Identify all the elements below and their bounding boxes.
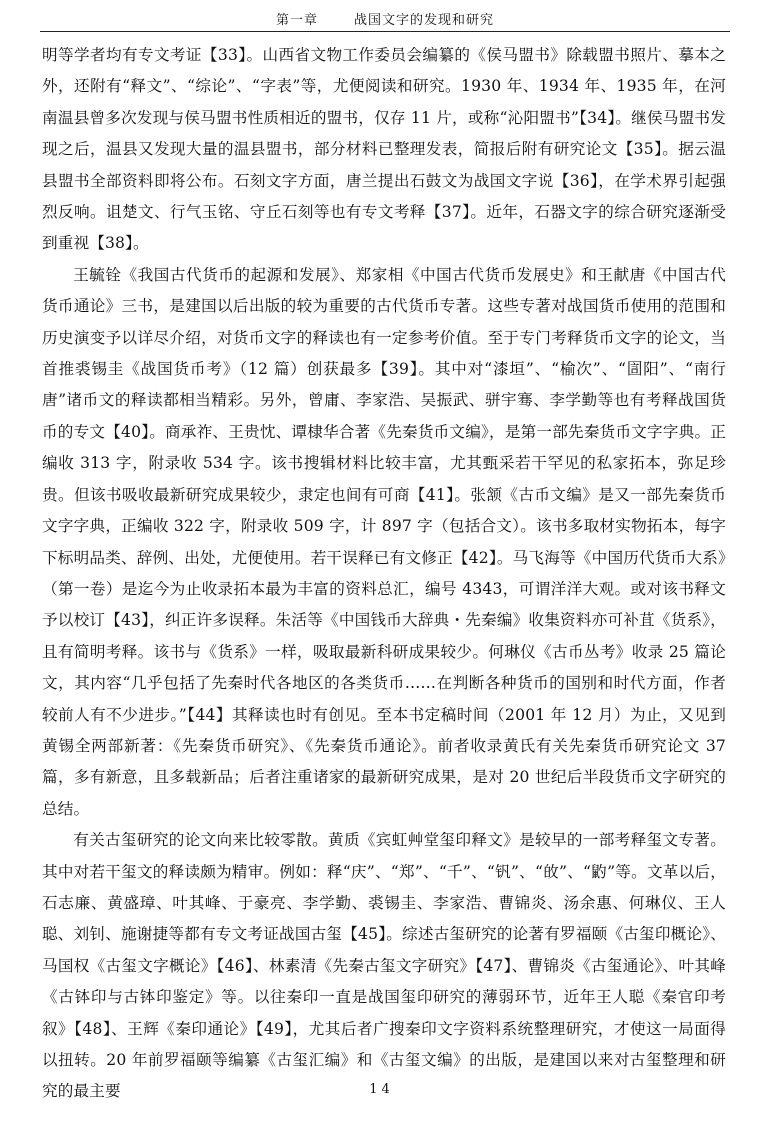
paragraph-currency: 王毓铨《我国古代货币的起源和发展》、郑家相《中国古代货币发展史》和王献唐《中国古代货币通论》三书，是建国以后出版的较为重要的古代货币专著。这些专著对战国货币使用的范围和历史演变予以详尽介绍，对货币文字的释读也有一定参考价值。至于专门考释货币文字的论文，当首推裘锡圭《战国货币考》（12 篇）创获最多【39】。其中对“漆垣”、“榆次”、“圁阳”、“南行唐”诸币文的释读都相当精彩。另外，曾庸、李家浩、吴振武、骈宇骞、李学勤等也有考释战国货币的专文【40】。商承祚、王贵忱、谭棣华合著《先秦货币文编》，是第一部先秦货币文字字典。正编收 313 字，附录收 534 字。该书搜辑材料比较丰富，尤其甄采若干罕见的私家拓本，弥足珍贵。但该书吸收最新研究成果较少，隶定也间有可商【41】。张颔《古币文编》是又一部先秦货币文字字典，正编收 322 字，附录收 509 字，计 897 字（包括合文）。该书多取材实物拓本，每字下标明品类、辞例、出处，尤便使用。若干误释已有文修正【42】。马飞海等《中国历代货币大系》（第一卷）是迄今为止收录拓本最为丰富的资料总汇，编号 4343，可谓洋洋大观。或对该书释文予以校订【43】，纠正许多误释。朱活等《中国钱币大辞典・先秦编》收集资料亦可补苴《货系》，且有简明考释。该书与《货系》一样，吸取最新科研成果较少。何琳仪《古币丛考》收录 25 篇论文，其内容“几乎包括了先秦时代各地区的各类货币……在判断各种货币的国别和时代方面，作者较前人有不少进步。”【44】其释读也时有创见。至本书定稿时间（2001 年 12 月）为止，又见到黄锡全两部新著：《先秦货币研究》、《先秦货币通论》。前者收录黄氏有关先秦货币研究论文 37 篇，多有新意，且多载新品；后者注重诸家的最新研究成果，是对 20 世纪后半段货币文字研究的总结。 [42,265,726,818]
paragraph-seals: 有关古玺研究的论文向来比较零散。黄质《宾虹艸堂玺印释文》是较早的一部考释玺文专著。其中对若干玺文的释读颇为精审。例如：释“庆”、“郑”、“千”、“钒”、“敀”、“䶂”等。文革以后，石志廉、黄盛璋、叶其峰、于豪亮、李学勤、裘锡圭、李家浩、曹锦炎、汤余惠、何琳仪、王人聪、刘钊、施谢捷等都有专文考证战国古玺【45】。综述古玺研究的论著有罗福颐《古玺印概论》、马国权《古玺文字概论》【46】、林素清《先秦古玺文字研究》【47】、曹锦炎《古玺通论》、叶其峰《古钵印与古钵印鉴定》等。以往秦印一直是战国玺印研究的薄弱环节，近年王人聪《秦官印考叙》【48】、王辉《秦印通论》【49】，尤其后者广搜秦印文字资料系统整理研究，才使这一局面得以扭转。20 年前罗福颐等编纂《古玺汇编》和《古玺文编》的出版，是建国以来对古玺整理和研究的最主要 [42,831,726,1101]
running-header [40,4,730,32]
page-body [42,40,726,1108]
chapter-label: 第一章 [275,13,318,28]
paragraph-continued: 明等学者均有专文考证【33】。山西省文物工作委员会编纂的《侯马盟书》除载盟书照片、摹本之外，还附有“释文”、“综论”、“字表”等，尤便阅读和研究。1930 年、1934 年、1935 年，在河南温县曾多次发现与侯马盟书性质相近的盟书，仅存 11 片，或称“沁阳盟书”【34】。继侯马盟书发现之后，温县又发现大量的温县盟书，部分材料已整理发表，简报后附有研究论文【35】。据云温县盟书全部资料即将公布。石刻文字方面，唐兰提出石鼓文为战国文字说【36】，在学术界引起强烈反响。诅楚文、行气玉铭、守丘石刻等也有专文考释【37】。近年，石器文字的综合研究逐渐受到重视【38】。 [42,46,726,253]
chapter-title: 战国文字的发现和研究 [354,13,495,28]
page-number: 14 [369,1082,394,1097]
